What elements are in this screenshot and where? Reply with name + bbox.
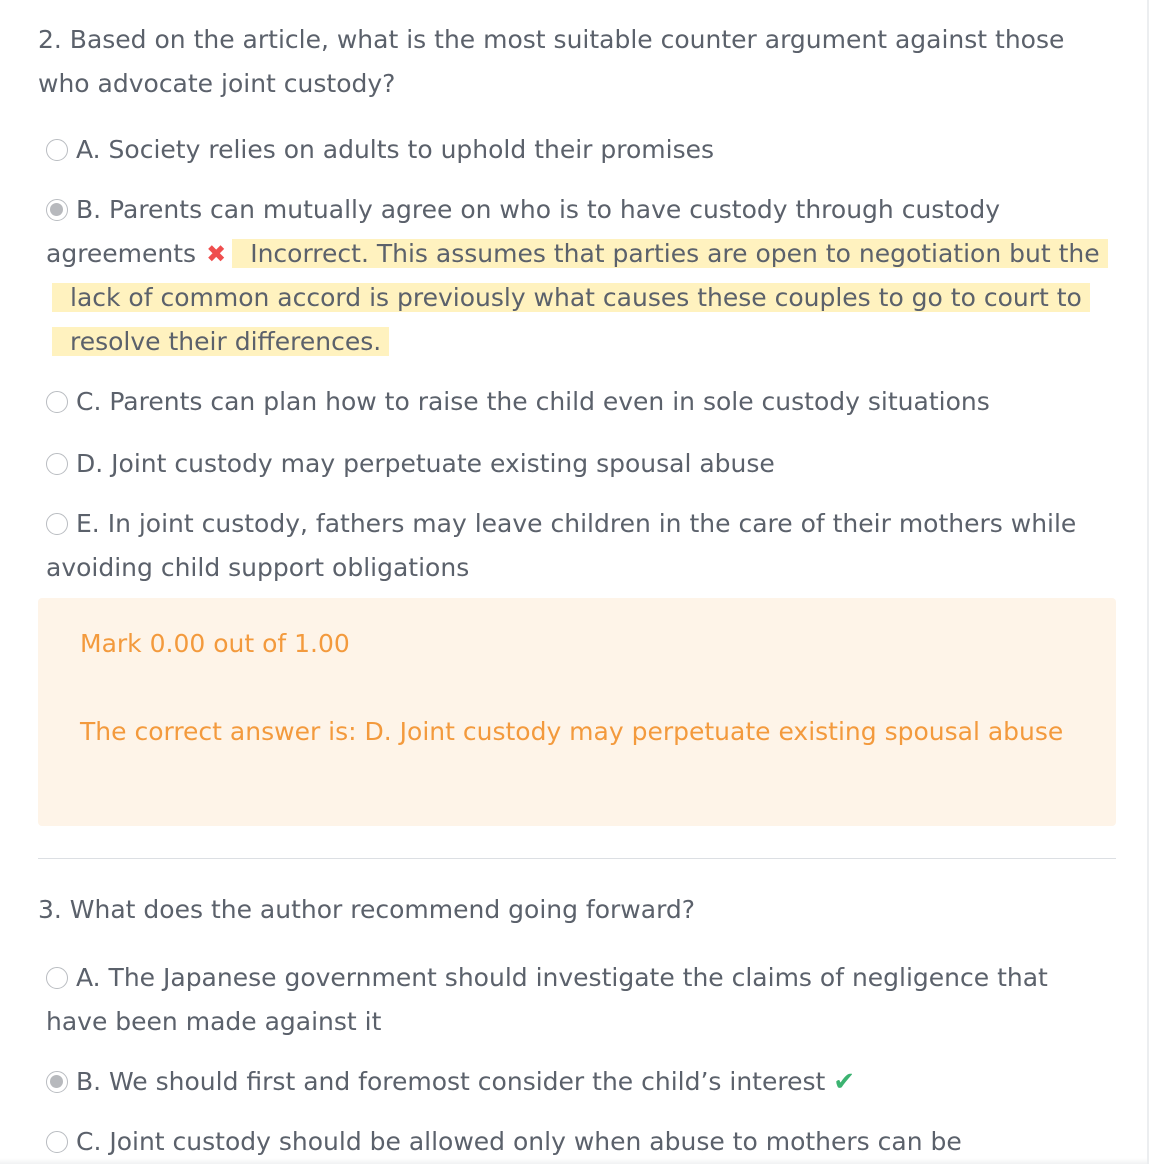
option-label: D. Joint custody may perpetuate existing spousal abuse [76,449,775,478]
check-icon: ✔ [833,1067,856,1097]
radio-button[interactable] [46,391,68,413]
option-label: C. Parents can plan how to raise the child even in sole custody situations [76,387,990,416]
radio-button-selected[interactable] [46,1071,68,1093]
scroll-fade [0,1158,1147,1164]
question-2-text: 2. Based on the article, what is the most suitable counter argument against those who advocate joint custody? [38,25,1065,98]
option-label: B. We should first and foremost consider the child’s interest [76,1067,826,1096]
option-label: C. Joint custody should be allowed only when abuse to mothers can be [76,1127,962,1156]
option-label: B. Parents can mutually agree on who is to have custody through custody agreements [46,195,1001,268]
radio-button[interactable] [46,453,68,475]
radio-button[interactable] [46,139,68,161]
radio-button[interactable] [46,513,68,535]
q2-option-d[interactable] [46,442,1116,486]
q2-option-c[interactable] [46,380,1116,424]
radio-button-selected[interactable] [46,199,68,221]
q2-option-a[interactable] [46,128,1116,172]
mark-text: Mark 0.00 out of 1.00 [80,629,350,658]
option-label: A. The Japanese government should investigate the claims of negligence that have been made against it [46,963,1048,1036]
radio-button[interactable] [46,967,68,989]
option-label: A. Society relies on adults to uphold their promises [76,135,715,164]
radio-button[interactable] [46,1131,68,1153]
specific-feedback: Incorrect. This assumes that parties are open to negotiation but the lack of common accord is previously what causes these couples to go to court to resolve their differences. [52,239,1108,356]
outcome-box [38,598,1116,826]
question-divider [38,858,1116,859]
right-answer: The correct answer is: D. Joint custody may perpetuate existing spousal abuse [80,717,1064,746]
q3-option-b[interactable] [46,1060,1116,1104]
q3-option-a[interactable] [46,956,1116,1044]
q2-option-e[interactable] [46,502,1116,590]
option-label: E. In joint custody, fathers may leave children in the care of their mothers while avoiding child support obligations [46,509,1077,582]
cross-icon: ✖ [206,240,227,268]
question-3-text: 3. What does the author recommend going forward? [38,895,696,924]
q2-option-b[interactable] [46,188,1116,364]
